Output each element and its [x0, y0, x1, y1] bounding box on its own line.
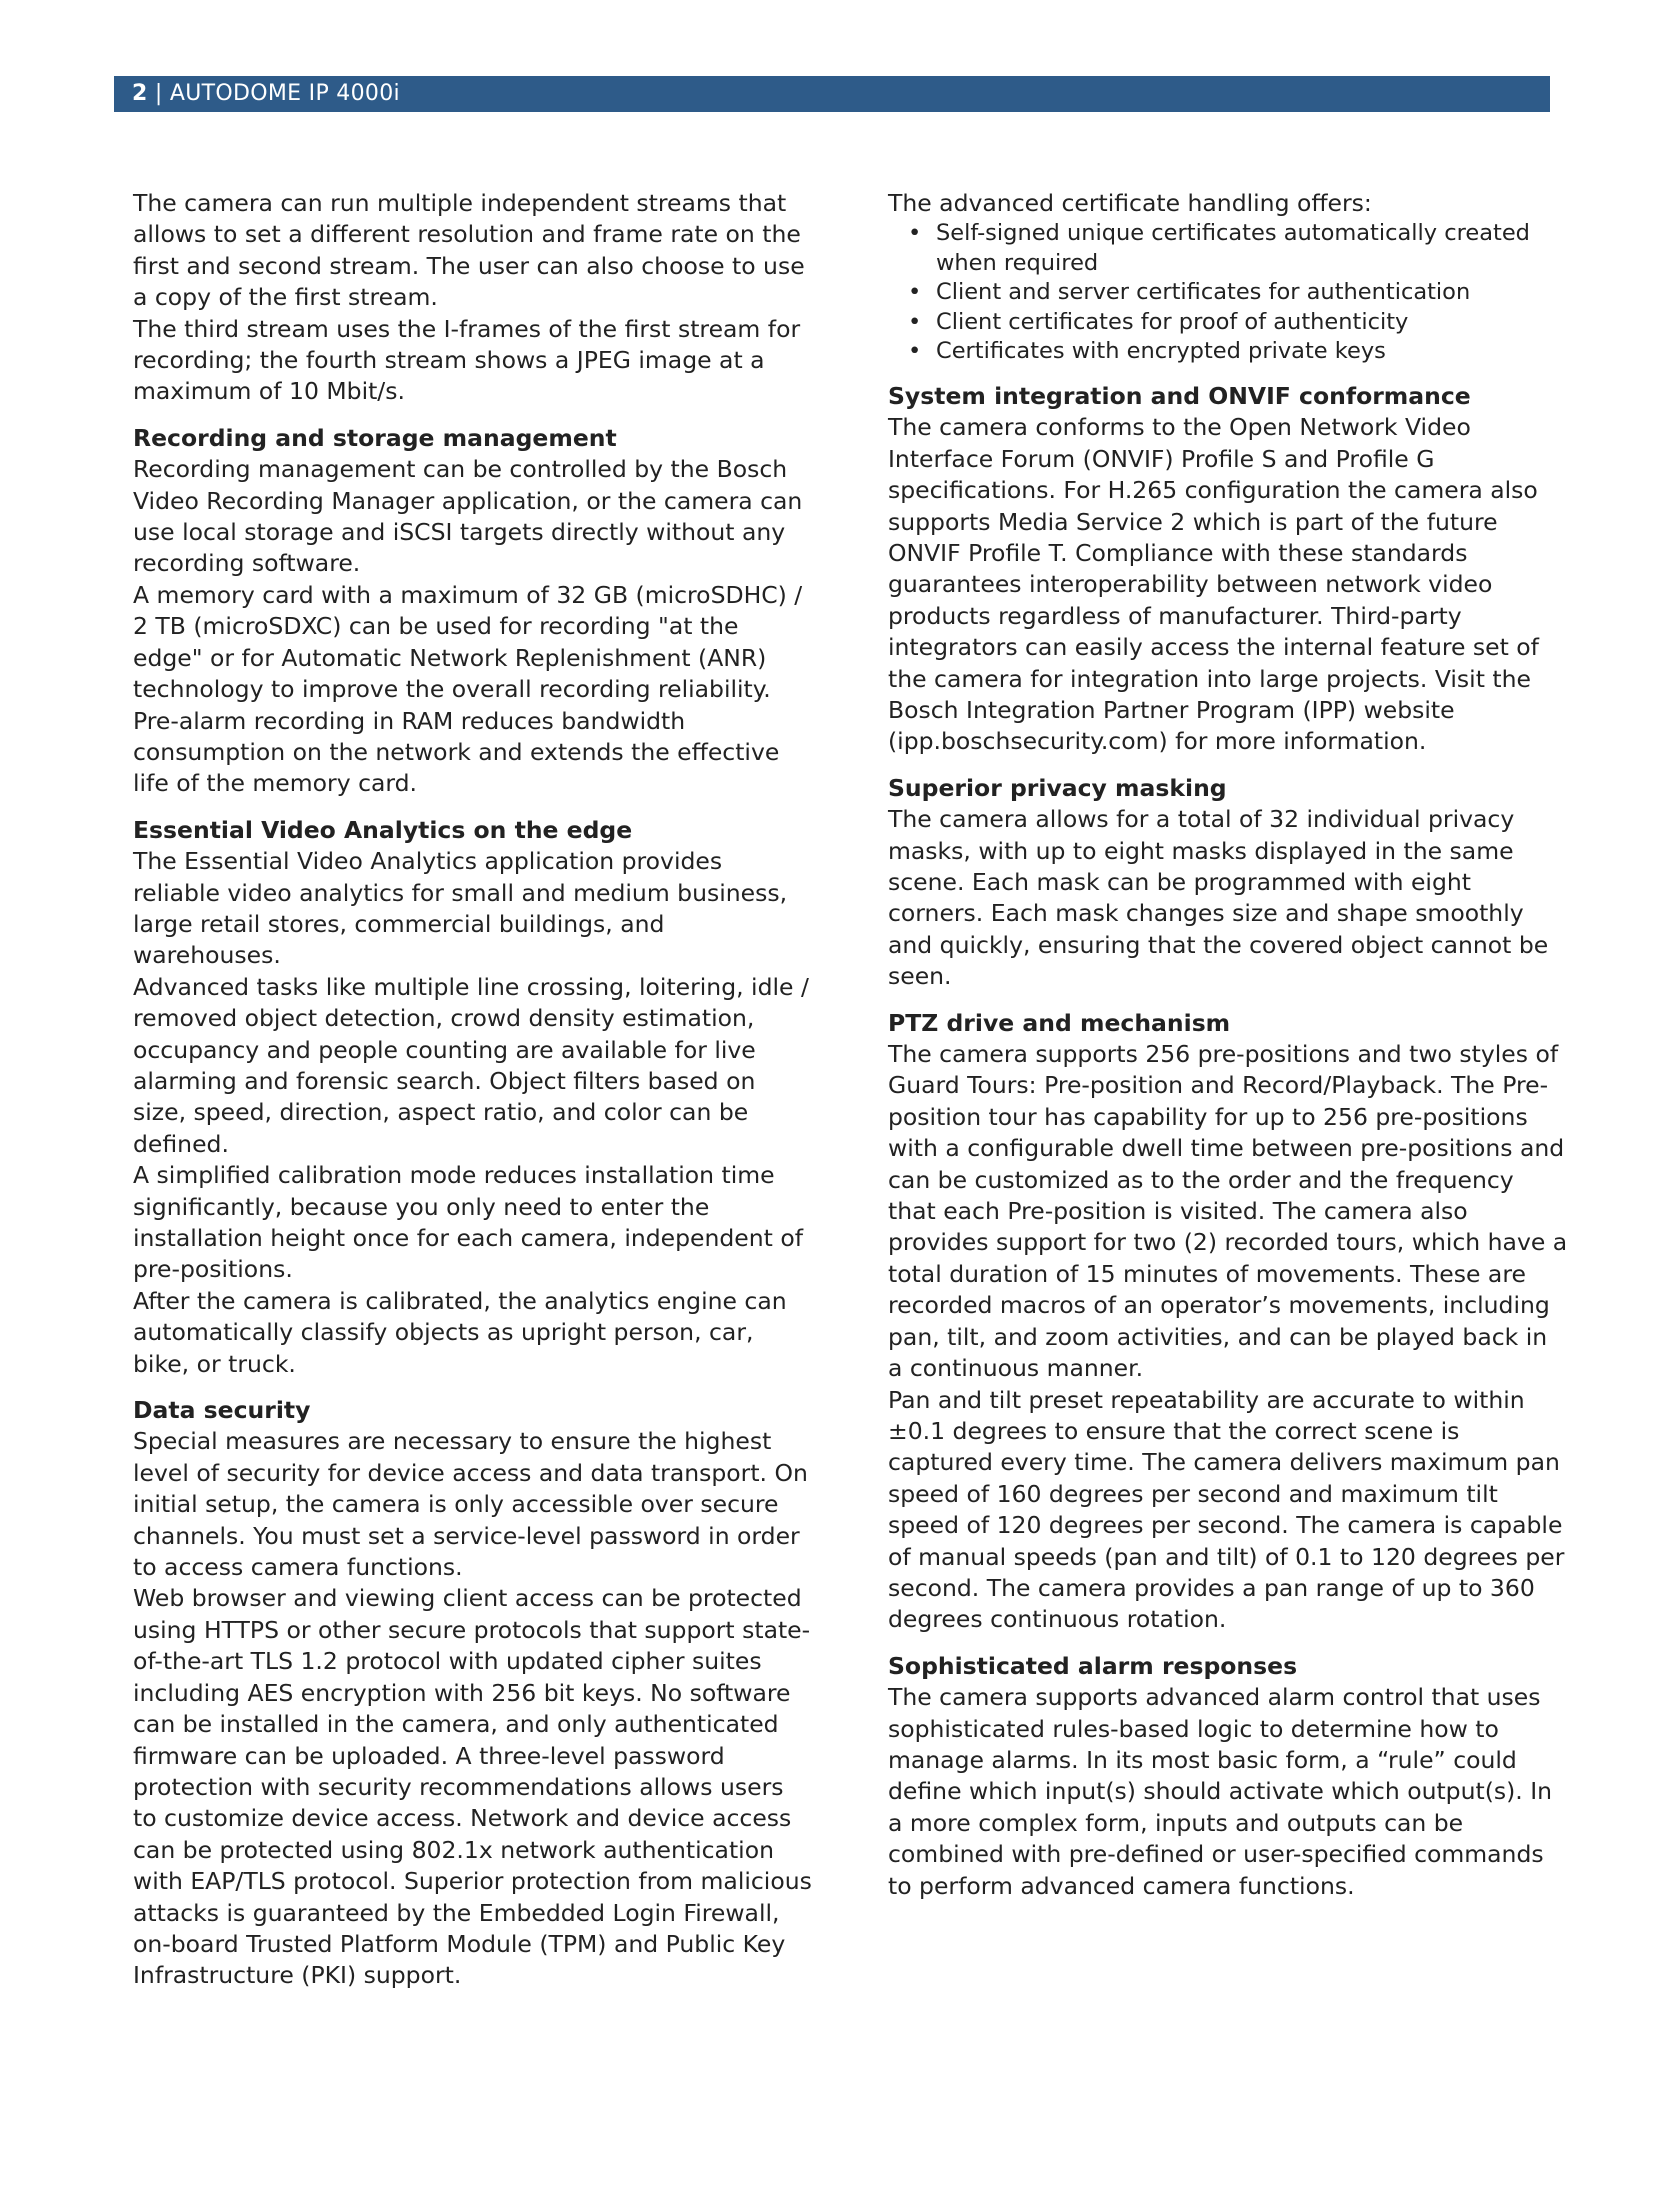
page-number: 2	[132, 81, 148, 106]
section-alarm-responses	[888, 1651, 1568, 1902]
paragraph: Pan and tilt preset repeatability are accurate to within ±0.1 degrees to ensure that the correct scene is captured every time. The camera delivers maximum pan speed of 160 degrees per second and maximum tilt speed of 120 degrees per second. The camera is capable of manual speeds (pan and tilt) of 0.1 to 120 degrees per second. The camera provides a pan range of up to 360 degrees continuous rotation.	[888, 1385, 1565, 1634]
document-title: AUTODOME IP 4000i	[169, 81, 400, 106]
paragraph: The third stream uses the I-frames of the first stream for recording; the fourth stream shows a JPEG image at a maximum of 10 Mbit/s.	[133, 314, 801, 406]
section-heading: Recording and storage management	[133, 423, 617, 452]
section-ptz	[888, 1008, 1568, 1636]
section-analytics	[133, 815, 813, 1380]
section-data-security	[133, 1395, 813, 1992]
paragraph: Pre-alarm recording in RAM reduces bandwidth consumption on the network and extends the effective life of the memory card.	[133, 706, 780, 798]
section-heading: PTZ drive and mechanism	[888, 1008, 1231, 1037]
list-item-text: Certificates with encrypted private keys	[936, 338, 1386, 365]
list-item	[888, 337, 1568, 367]
paragraph: A memory card with a maximum of 32 GB (microSDHC) / 2 TB (microSDXC) can be used for recording "at the edge" or for Automatic Network Replenishment (ANR) technology to improve the overall recording reliability.	[133, 580, 803, 704]
list-item-text: Self-signed unique certificates automatically created when required	[936, 220, 1530, 276]
section-privacy-masking	[888, 773, 1568, 993]
list-item	[888, 219, 1568, 278]
list-item	[888, 308, 1568, 338]
section-heading: Essential Video Analytics on the edge	[133, 815, 633, 844]
paragraph: A simplified calibration mode reduces installation time significantly, because you only need to enter the installation height once for each camera, independent of pre-positions.	[133, 1161, 803, 1284]
bullet-icon: •	[908, 279, 922, 306]
left-column	[133, 188, 813, 2007]
bullet-icon: •	[908, 220, 922, 247]
section-heading: Sophisticated alarm responses	[888, 1651, 1298, 1680]
section-onvif	[888, 381, 1568, 758]
paragraph: The camera allows for a total of 32 individual privacy masks, with up to eight masks displayed in the same scene. Each mask can be programmed with eight corners. Each mask changes size and shape smoothly and quickly, ensuring that the covered object cannot be seen.	[888, 805, 1549, 991]
bullet-icon: •	[908, 308, 922, 335]
certificate-list	[888, 219, 1568, 367]
list-item-text: Client certificates for proof of authenticity	[936, 308, 1409, 335]
paragraph: After the camera is calibrated, the analytics engine can automatically classify objects as upright person, car, bike, or truck.	[133, 1286, 787, 1378]
page-header	[114, 76, 1550, 112]
paragraph: Recording management can be controlled by the Bosch Video Recording Manager application, or the camera can use local storage and iSCSI targets directly without any recording software.	[133, 455, 803, 578]
section-heading: System integration and ONVIF conformance	[888, 381, 1471, 410]
paragraph: The camera can run multiple independent streams that allows to set a different resolution and frame rate on the first and second stream. The user can also choose to use a copy of the first stream.	[133, 189, 805, 312]
bullet-icon: •	[908, 338, 922, 365]
paragraph: Web browser and viewing client access can be protected using HTTPS or other secure protocols that support state-of-the-art TLS 1.2 protocol with updated cipher suites including AES encryption with 256 bit keys. No software can be installed in the camera, and only authenticated firmware can be uploaded. A three-level password protection with security recommendations allows users to customize device access. Network and device access can be protected using 802.1x network authentication with EAP/TLS protocol. Superior protection from malicious attacks is guaranteed by the Embedded Login Firewall, on-board Trusted Platform Module (TPM) and Public Key Infrastructure (PKI) support.	[133, 1584, 812, 1990]
certificate-intro: The advanced certificate handling offers:	[888, 189, 1372, 217]
list-item	[888, 278, 1568, 308]
header-separator: |	[147, 81, 170, 106]
right-column	[888, 188, 1568, 1917]
section-recording	[133, 423, 813, 800]
section-heading: Superior privacy masking	[888, 773, 1227, 802]
paragraph: Special measures are necessary to ensure the highest level of security for device access and data transport. On initial setup, the camera is only accessible over secure channels. You must set a service-level password in order to access camera functions.	[133, 1427, 808, 1582]
list-item-text: Client and server certificates for authentication	[936, 279, 1471, 306]
paragraph: The camera supports 256 pre-positions and two styles of Guard Tours: Pre-position and Record/Playback. The Pre-position tour has capability for up to 256 pre-positions with a configurable dwell time between pre-positions and can be customized as to the order and the frequency that each Pre-position is visited. The camera also provides support for two (2) recorded tours, which have a total duration of 15 minutes of movements. These are recorded macros of an operator’s movements, including pan, tilt, and zoom activities, and can be played back in a continuous manner.	[888, 1040, 1568, 1383]
paragraph: The Essential Video Analytics application provides reliable video analytics for small and medium business, large retail stores, commercial buildings, and warehouses.	[133, 847, 788, 970]
paragraph: The camera conforms to the Open Network Video Interface Forum (ONVIF) Profile S and Profile G specifications. For H.265 configuration the camera also supports Media Service 2 which is part of the future ONVIF Profile T. Compliance with these standards guarantees interoperability between network video products regardless of manufacturer. Third-party integrators can easily access the internal feature set of the camera for integration into large projects. Visit the Bosch Integration Partner Program (IPP) website (ipp.boschsecurity.com) for more information.	[888, 413, 1539, 756]
paragraph: The camera supports advanced alarm control that uses sophisticated rules-based logic to determine how to manage alarms. In its most basic form, a “rule” could define which input(s) should activate which output(s). In a more complex form, inputs and outputs can be combined with pre-defined or user-specified commands to perform advanced camera functions.	[888, 1683, 1553, 1900]
section-streams	[133, 188, 813, 408]
paragraph: Advanced tasks like multiple line crossing, loitering, idle / removed object detection, crowd density estimation, occupancy and people counting are available for live alarming and forensic search. Object filters based on size, speed, direction, aspect ratio, and color can be defined.	[133, 972, 809, 1158]
section-heading: Data security	[133, 1396, 311, 1425]
